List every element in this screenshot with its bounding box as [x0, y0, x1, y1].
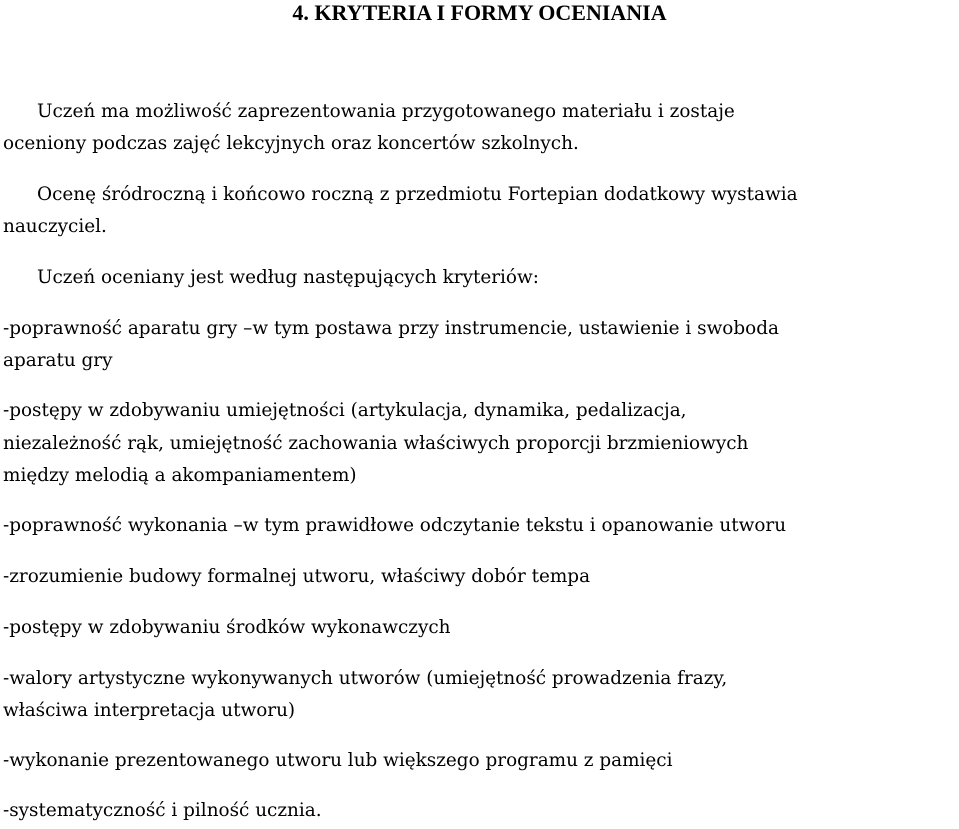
criterion-5-line-1: -postępy w zdobywaniu środków wykonawczych — [3, 617, 451, 638]
criterion-1-line-2: aparatu gry — [3, 350, 113, 371]
criterion-2-line-2: niezależność rąk, umiejętność zachowania właściwych proporcji brzmieniowych — [3, 433, 749, 454]
paragraph-3-line-1: Uczeń oceniany jest według następujących kryteriów: — [37, 267, 539, 288]
criterion-2-line-1: -postępy w zdobywaniu umiejętności (artykulacja, dynamika, pedalizacja, — [3, 400, 687, 421]
criterion-4-line-1: -zrozumienie budowy formalnej utworu, właściwy dobór tempa — [3, 566, 591, 587]
criterion-7-line-1: -wykonanie prezentowanego utworu lub większego programu z pamięci — [3, 750, 673, 771]
criterion-1-line-1: -poprawność aparatu gry –w tym postawa przy instrumencie, ustawienie i swoboda — [3, 318, 779, 339]
paragraph-1-line-2: oceniony podczas zajęć lekcyjnych oraz koncertów szkolnych. — [3, 133, 579, 154]
criterion-8-line-1: -systematyczność i pilność ucznia. — [3, 800, 322, 821]
paragraph-1-line-1: Uczeń ma możliwość zaprezentowania przygotowanego materiału i zostaje — [37, 101, 735, 122]
section-heading: 4. KRYTERIA I FORMY OCENIANIA — [292, 0, 667, 25]
criterion-6-line-2: właściwa interpretacja utworu) — [3, 700, 296, 721]
criterion-6-line-1: -walory artystyczne wykonywanych utworów (umiejętność prowadzenia frazy, — [3, 668, 728, 689]
paragraph-2-line-1: Ocenę śródroczną i końcowo roczną z przedmiotu Fortepian dodatkowy wystawia — [37, 184, 798, 205]
paragraph-2-line-2: nauczyciel. — [3, 216, 107, 237]
criterion-3-line-1: -poprawność wykonania –w tym prawidłowe odczytanie tekstu i opanowanie utworu — [3, 515, 787, 536]
criterion-2-line-3: między melodią a akompaniamentem) — [3, 465, 357, 486]
